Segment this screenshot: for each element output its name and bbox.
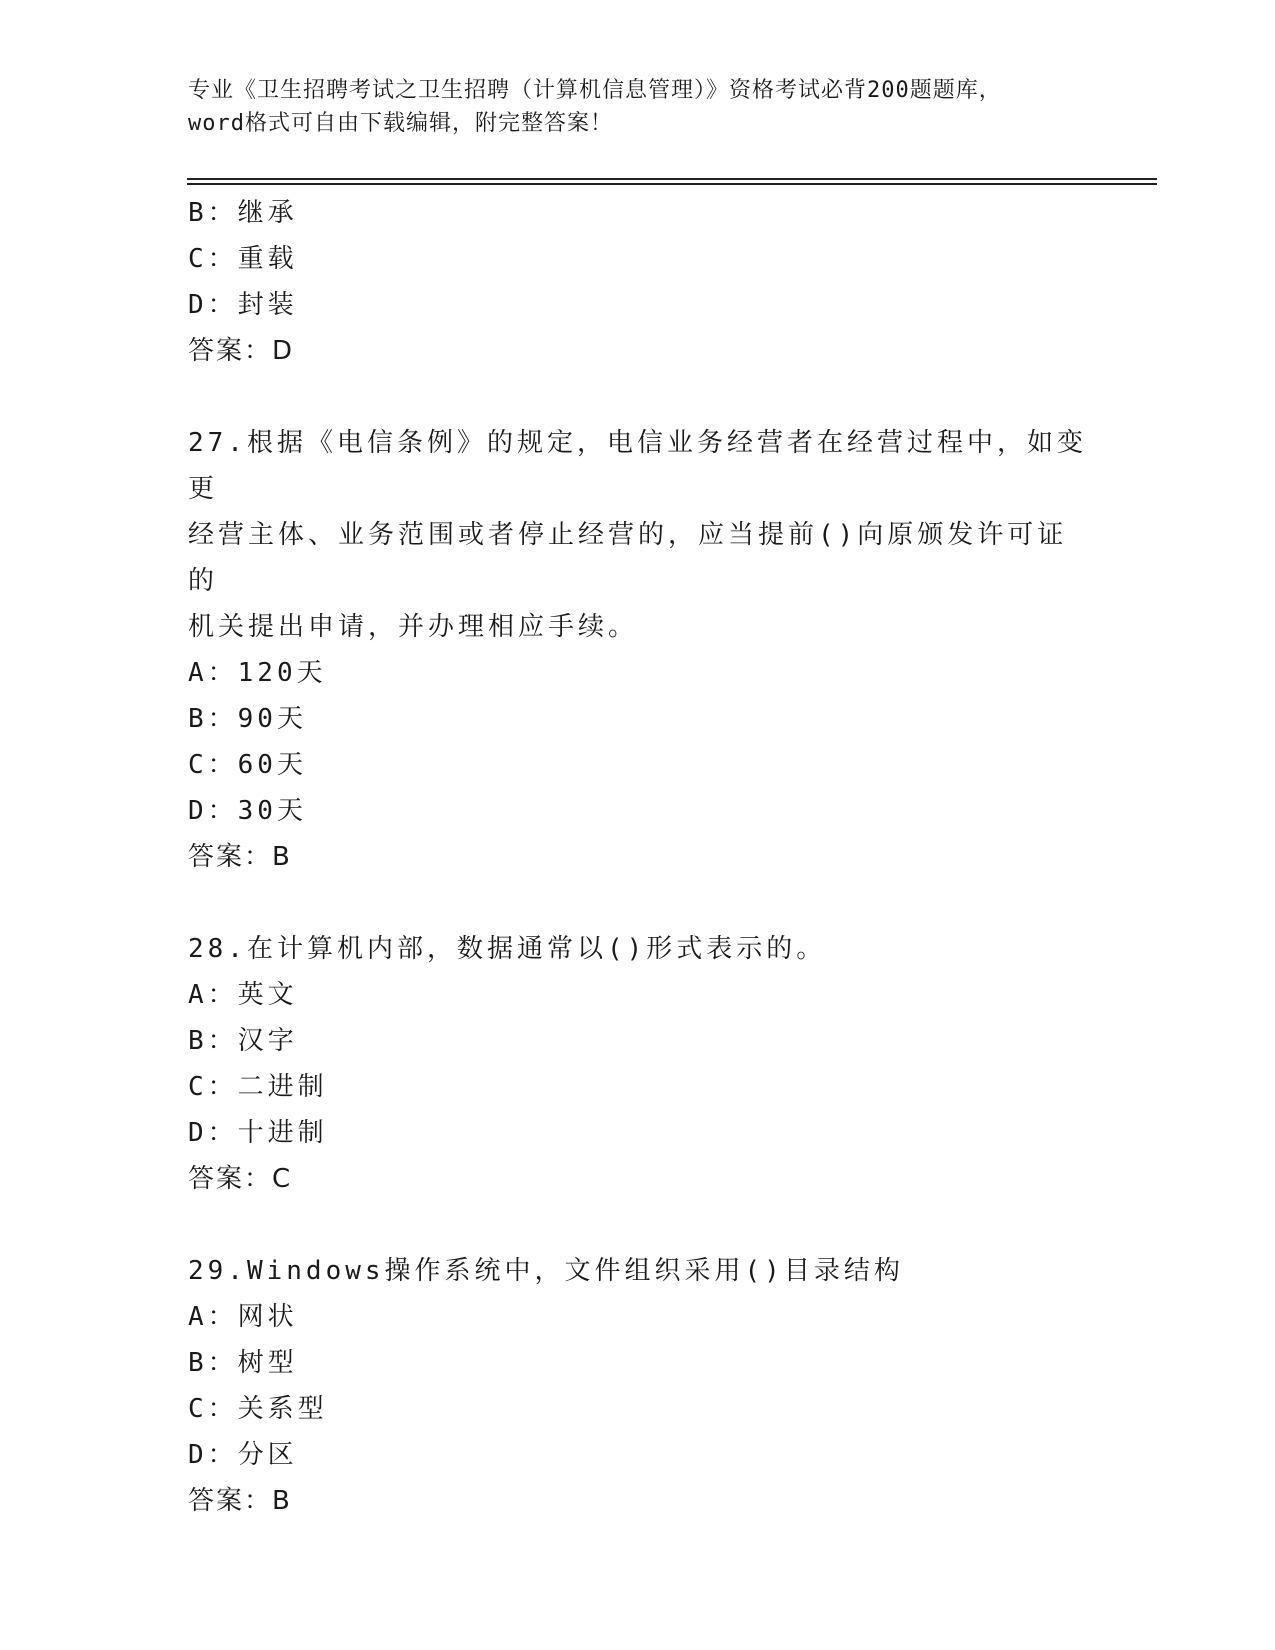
question-28: [188, 926, 1088, 1202]
question-29: [188, 1248, 1088, 1524]
option-b: B：树型: [188, 1348, 298, 1378]
option-c: C：关系型: [188, 1394, 328, 1424]
answer-line: 答案：D: [188, 336, 295, 366]
answer-line: 答案：C: [188, 1164, 293, 1194]
option-b: B：继承: [188, 198, 298, 228]
question-list: [188, 190, 1088, 1524]
option-c: C：二进制: [188, 1072, 328, 1102]
option-d: D：十进制: [188, 1118, 328, 1148]
option-d: D：30天: [188, 796, 307, 826]
header-title-line-1: 专业《卫生招聘考试之卫生招聘（计算机信息管理）》资格考试必背200题题库，: [188, 78, 1002, 103]
option-b: B：90天: [188, 704, 307, 734]
option-a: A：120天: [188, 658, 327, 688]
option-d: D：封装: [188, 290, 298, 320]
option-a: A：英文: [188, 980, 298, 1010]
question-text-line: 27.根据《电信条例》的规定，电信业务经营者在经营过程中，如变更: [188, 428, 1087, 504]
question-26-continued: [188, 190, 1088, 374]
answer-line: 答案：B: [188, 842, 292, 872]
option-d: D：分区: [188, 1440, 298, 1470]
header-title-line-2: word格式可自由下载编辑，附完整答案！: [188, 111, 613, 136]
option-c: C：60天: [188, 750, 307, 780]
question-27: [188, 420, 1088, 880]
option-b: B：汉字: [188, 1026, 298, 1056]
header-divider-bottom: [187, 183, 1157, 185]
option-a: A：网状: [188, 1302, 298, 1332]
question-text-line: 29.Windows操作系统中，文件组织采用()目录结构: [188, 1256, 904, 1286]
question-text-line: 机关提出申请，并办理相应手续。: [188, 612, 639, 642]
document-header: [188, 74, 1088, 140]
option-c: C：重载: [188, 244, 298, 274]
header-divider-top: [187, 178, 1157, 180]
question-text-line: 经营主体、业务范围或者停止经营的，应当提前()向原颁发许可证的: [188, 520, 1068, 596]
question-text-line: 28.在计算机内部，数据通常以()形式表示的。: [188, 934, 827, 964]
answer-line: 答案：B: [188, 1486, 292, 1516]
